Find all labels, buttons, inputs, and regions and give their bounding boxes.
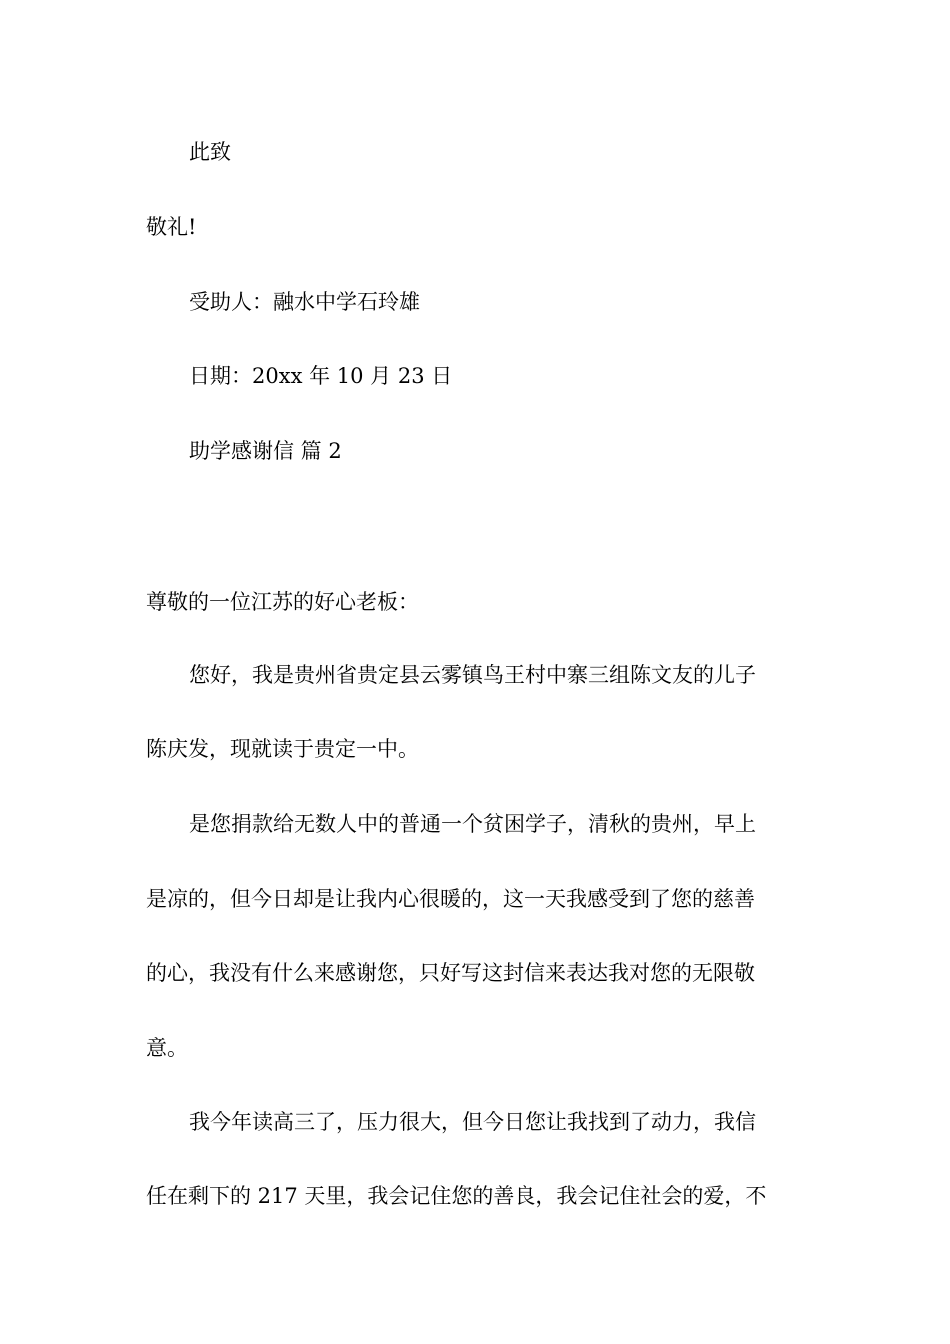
paragraph-line: 陈庆发，现就读于贵定一中。 <box>146 737 419 761</box>
closing-salutation-2: 敬礼! <box>146 215 197 239</box>
signature-line: 受助人：融水中学石玲雄 <box>189 290 420 314</box>
paragraph-line: 我今年读高三了，压力很大，但今日您让我找到了动力，我信 <box>189 1110 756 1134</box>
paragraph-line: 是您捐款给无数人中的普通一个贫困学子，清秋的贵州，早上 <box>189 812 756 836</box>
paragraph-line: 的心，我没有什么来感谢您，只好写这封信来表达我对您的无限敬 <box>146 961 755 985</box>
section-title: 助学感谢信 篇 2 <box>189 439 342 463</box>
letter-greeting: 尊敬的一位江苏的好心老板： <box>146 590 419 614</box>
paragraph-line: 任在剩下的 217 天里，我会记住您的善良，我会记住社会的爱，不 <box>146 1184 767 1208</box>
paragraph-line: 意。 <box>146 1036 188 1060</box>
paragraph-line: 您好，我是贵州省贵定县云雾镇鸟王村中寨三组陈文友的儿子 <box>189 663 756 687</box>
paragraph-line: 是凉的，但今日却是让我内心很暖的，这一天我感受到了您的慈善 <box>146 887 755 911</box>
date-line: 日期：20xx 年 10 月 23 日 <box>189 364 453 388</box>
closing-salutation-1: 此致 <box>189 140 231 164</box>
